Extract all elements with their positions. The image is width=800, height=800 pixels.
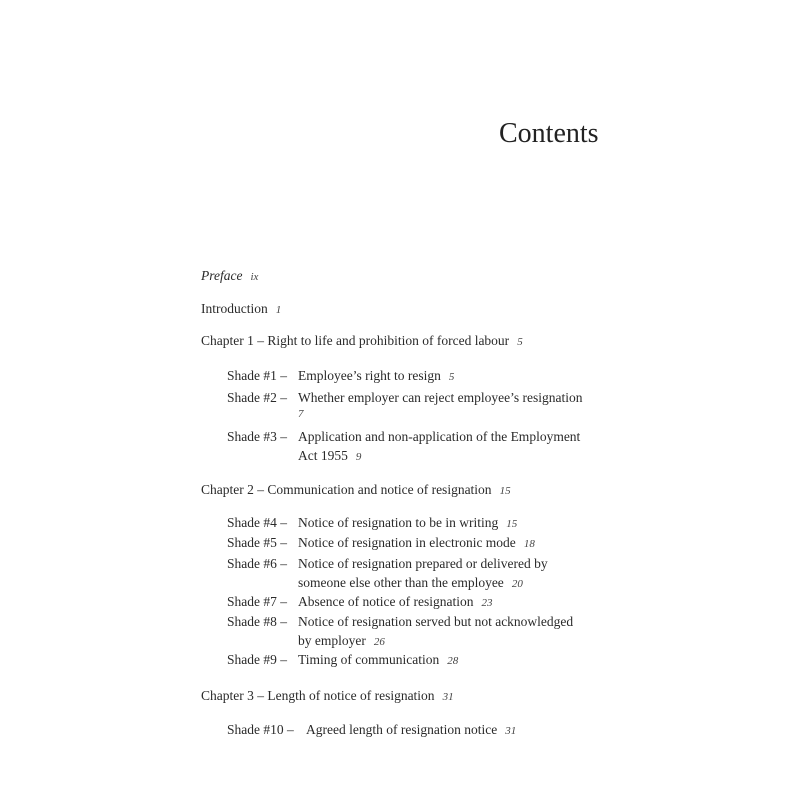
toc-shade-2-label: Shade #2 – [227, 390, 287, 405]
toc-entry-text: Whether employer can reject employee’s resignation [298, 390, 583, 405]
toc-entry-text: Employee’s right to resign [298, 368, 441, 383]
toc-page-number: 7 [298, 408, 304, 420]
toc-page-number: 31 [505, 725, 517, 737]
toc-page-number: 15 [499, 485, 511, 497]
toc-entry-text-line-2: by employer [298, 633, 366, 648]
toc-page-number: 28 [447, 655, 459, 667]
toc-page-number: 15 [506, 518, 518, 530]
toc-page-number: 18 [523, 538, 535, 550]
toc-shade-3-text [298, 427, 580, 467]
toc-entry-chapter-1 [201, 333, 523, 350]
toc-shade-3-label: Shade #3 – [227, 429, 287, 444]
toc-page-number: 5 [448, 371, 455, 383]
toc-entry-text-line-1: Application and non-application of the Employment [298, 429, 581, 444]
toc-shade-9-label: Shade #9 – [227, 652, 287, 667]
toc-shade-7-text [298, 592, 492, 613]
toc-entry-label: Chapter 2 – Communication and notice of resignation [201, 482, 492, 497]
toc-shade-4-text [298, 513, 517, 534]
toc-entry-text-line-1: Notice of resignation served but not acknowledged [298, 614, 574, 629]
toc-page-number: 5 [517, 336, 523, 348]
toc-entry-label: Preface [201, 268, 243, 283]
page-title: Contents [499, 118, 599, 149]
toc-page-number: ix [250, 271, 259, 283]
toc-entry-chapter-3 [201, 688, 454, 705]
toc-entry-label: Chapter 3 – Length of notice of resignation [201, 688, 435, 703]
toc-entry-text: Absence of notice of resignation [298, 594, 474, 609]
toc-entry-text: Timing of communication [298, 652, 440, 667]
toc-shade-9-text [298, 650, 458, 671]
toc-entry-preface [201, 268, 258, 285]
toc-shade-2-text [298, 388, 583, 421]
toc-shade-7-label: Shade #7 – [227, 594, 287, 609]
toc-shade-8-label: Shade #8 – [227, 614, 287, 629]
toc-entry-text: Notice of resignation to be in writing [298, 515, 499, 530]
toc-shade-8-text [298, 612, 573, 652]
toc-entry-text-line-1: Notice of resignation prepared or delivered by [298, 556, 548, 571]
toc-entry-chapter-2 [201, 482, 511, 499]
toc-shade-10-label: Shade #10 – [227, 722, 294, 737]
toc-entry-text: Notice of resignation in electronic mode [298, 535, 516, 550]
toc-page-number: 20 [511, 578, 523, 590]
toc-page-number: 26 [373, 636, 385, 648]
toc-entry-label: Introduction [201, 301, 268, 316]
toc-shade-5-label: Shade #5 – [227, 535, 287, 550]
toc-entry-introduction [201, 301, 281, 318]
toc-entry-label: Chapter 1 – Right to life and prohibition of forced labour [201, 333, 510, 348]
toc-shade-1-text [298, 366, 454, 387]
toc-shade-4-label: Shade #4 – [227, 515, 287, 530]
toc-page-number: 31 [442, 691, 454, 703]
toc-page-number: 9 [355, 451, 362, 463]
toc-shade-5-text [298, 533, 535, 554]
toc-shade-6-text [298, 554, 548, 594]
toc-entry-text: Agreed length of resignation notice [306, 722, 498, 737]
toc-shade-10-text [306, 720, 516, 741]
toc-entry-text-line-2: Act 1955 [298, 448, 348, 463]
toc-page-number: 1 [275, 304, 282, 316]
toc-entry-text-line-2: someone else other than the employee [298, 575, 504, 590]
toc-shade-6-label: Shade #6 – [227, 556, 287, 571]
toc-shade-1-label: Shade #1 – [227, 368, 287, 383]
toc-page-number: 23 [481, 597, 493, 609]
